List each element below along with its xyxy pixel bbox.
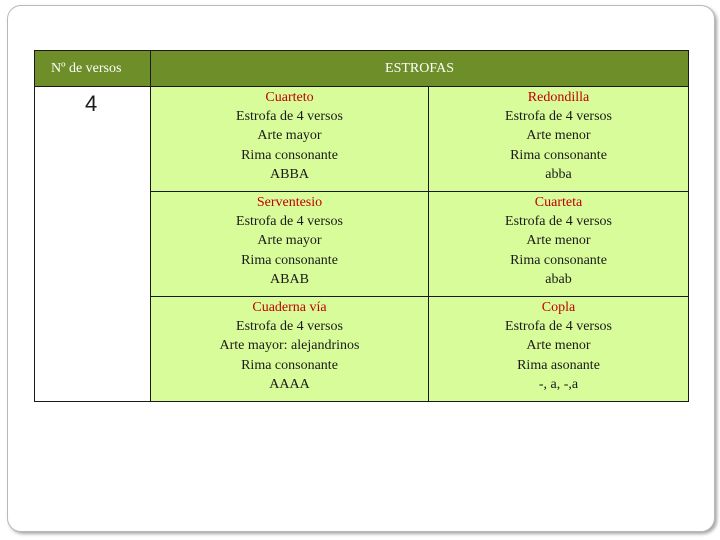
stanza-line: Rima asonante: [517, 357, 600, 373]
stanza-cell-serventesio: [151, 192, 429, 297]
stanza-cell-copla: [429, 297, 689, 402]
stanza-line: Rima consonante: [510, 252, 607, 268]
stanza-name: Serventesio: [256, 195, 323, 210]
stanza-line: AAAA: [269, 376, 310, 392]
stanza-line: Rima consonante: [241, 357, 338, 373]
stanza-line: Arte menor: [526, 233, 591, 249]
stanza-cell-cuaderna-via: [151, 297, 429, 402]
stanza-cell-cuarteta: [429, 192, 689, 297]
stanza-line: Estrofa de 4 versos: [236, 109, 343, 125]
stanza-line: ABAB: [270, 271, 309, 287]
stanza-name: Cuarteta: [534, 195, 583, 210]
stanza-cell-redondilla: [429, 87, 689, 192]
stanza-name: Cuarteto: [265, 90, 314, 105]
header-row: [35, 51, 689, 87]
stanza-line: Estrofa de 4 versos: [236, 319, 343, 335]
stanza-line: Arte mayor: [257, 128, 322, 144]
stanza-name: Redondilla: [527, 90, 590, 105]
stanzas-header: [151, 51, 689, 87]
stanza-line: Arte mayor: alejandrinos: [219, 338, 360, 354]
stanza-cell-cuarteto: [151, 87, 429, 192]
stanza-line: abab: [545, 271, 572, 287]
stanza-table: [34, 50, 689, 402]
verses-count-header: [35, 51, 151, 87]
stanza-line: Arte mayor: [257, 233, 322, 249]
verses-count-header-label: Nº de versos: [51, 60, 122, 76]
stanza-line: Arte menor: [526, 338, 591, 354]
stanza-line: Estrofa de 4 versos: [505, 319, 612, 335]
verse-count-cell: 4: [35, 87, 151, 402]
table-row: [35, 87, 689, 192]
stanza-line: Arte menor: [526, 128, 591, 144]
stanza-line: Estrofa de 4 versos: [505, 109, 612, 125]
stanza-line: -, a, -,a: [538, 376, 579, 392]
stanza-line: Estrofa de 4 versos: [505, 214, 612, 230]
stanza-name: Copla: [541, 300, 576, 315]
stanzas-header-label: ESTROFAS: [385, 60, 454, 76]
stanza-name: Cuaderna vía: [252, 300, 327, 315]
stanza-line: abba: [545, 166, 572, 182]
stanza-line: Estrofa de 4 versos: [236, 214, 343, 230]
stanza-line: Rima consonante: [510, 147, 607, 163]
stanza-line: Rima consonante: [241, 147, 338, 163]
stanza-line: ABBA: [270, 166, 309, 182]
stanza-line: Rima consonante: [241, 252, 338, 268]
